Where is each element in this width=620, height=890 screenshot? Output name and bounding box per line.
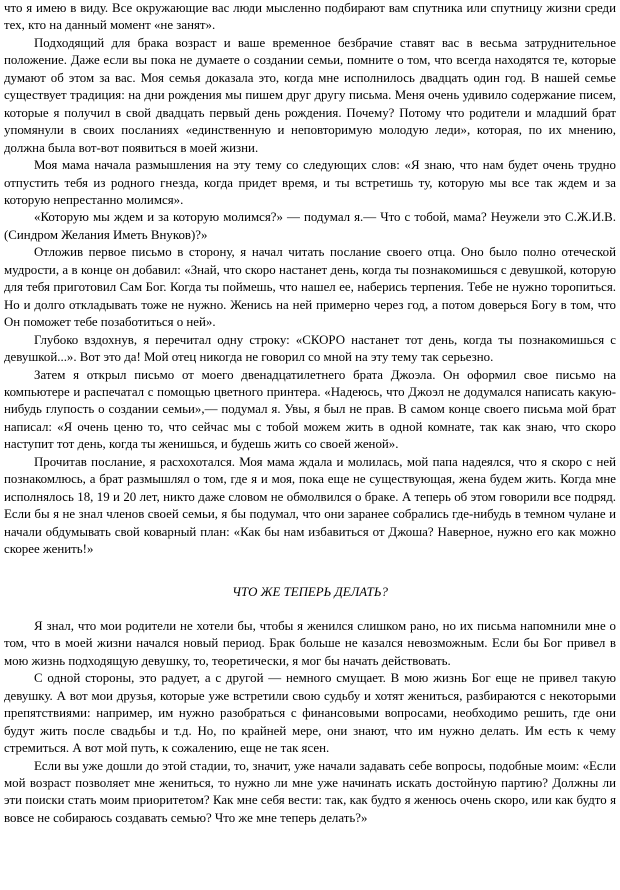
paragraph-8: Прочитав послание, я расхохотался. Моя мама ждала и молилась, мой папа надеялся, что я скоро с ней познакомлюсь, а брат размышлял о том, где я и моя, пока еще не существующая, жена будем жить. Когда мне исполнялось 18, 19 и 20 лет, никто даже словом не обмолвился о браке. А теперь об этом говорили все подряд. Если бы я не знал членов своей семьи, я бы подумал, что они заранее собрались где-нибудь в темном чулане и начали обдумывать свой коварный план: «Как бы нам избавиться от Джоша? Наверное, нужно его как можно скорее женить!» xyxy=(4,454,616,557)
paragraph-5: Отложив первое письмо в сторону, я начал читать послание своего отца. Оно было полно отеческой мудрости, а в конце он добавил: «Знай, что скоро настанет день, когда ты познакомишься с девушкой, которую для тебя приготовил Сам Бог. Когда ты поймешь, что нашел ее, наберись терпения. Тебе не нужно торопиться. Но и долго откладывать тоже не нужно. Женись на ней примерно через год, а потом доверься Богу в том, что Он поможет тебе позаботиться о ней». xyxy=(4,245,616,330)
paragraph-6: Глубоко вздохнув, я перечитал одну строку: «СКОРО настанет тот день, когда ты познакомишься с девушкой...». Вот это да! Мой отец никогда не говорил со мной на эту тему так серьезно. xyxy=(4,332,616,365)
paragraph-7: Затем я открыл письмо от моего двенадцатилетнего брата Джоэла. Он оформил свое письмо на компьютере и распечатал с помощью цветного принтера. «Надеюсь, что Джоэл не додумался написать какую-нибудь глупость о создании семьи»,— подумал я. Увы, я был не прав. В самом конце своего письма мой брат написал: «Я очень ценю то, что сейчас мы с тобой можем жить в одной комнате, так как знаю, что скоро наступит тот день, когда ты женишься, и будешь жить со своей женой». xyxy=(4,367,616,452)
paragraph-4: «Которую мы ждем и за которую молимся?» — подумал я.— Что с тобой, мама? Неужели это С.Ж.И.В. (Синдром Желания Иметь Внуков)?» xyxy=(4,210,616,242)
paragraph-1: что я имею в виду. Все окружающие вас люди мысленно подбирают вам спутника или спутницу жизни среди тех, кто на данный момент «не занят». xyxy=(4,1,616,33)
paragraph-11: Если вы уже дошли до этой стадии, то, значит, уже начали задавать себе вопросы, подобные моим: «Если мой возраст позволяет мне жениться, то нужно ли мне уже начинать искать достойную партию? Должны ли эти поиски стать моим приоритетом? Как мне себя вести: так, как будто я женюсь очень скоро, или как будто я вовсе не собираюсь создавать семью? Что же мне теперь делать?» xyxy=(4,758,616,825)
section-heading: ЧТО ЖЕ ТЕПЕРЬ ДЕЛАТЬ? xyxy=(232,584,388,599)
paragraph-9: Я знал, что мои родители не хотели бы, чтобы я женился слишком рано, но их письма напомнили мне о том, что в моей жизни начался новый период. Брак больше не казался невозможным. Если бы Бог привел в мою жизнь подходящую девушку, то, теоретически, я мог бы начать действовать. xyxy=(4,618,616,668)
paragraph-10: С одной стороны, это радует, а с другой — немного смущает. В мою жизнь Бог еще не привел такую девушку. А вот мои друзья, которые уже встретили свою судьбу и хотят жениться, разбираются с некоторыми препятствиями: например, им нужно разобраться с финансовыми вопросами, необходимо решить, где они будут жить после свадьбы и т.д. Но, по крайней мере, они знают, что им нужно делать. Им есть к чему стремиться. А вот мой путь, к сожалению, еще не так ясен. xyxy=(4,671,616,756)
paragraph-3: Моя мама начала размышления на эту тему со следующих слов: «Я знаю, что нам будет очень трудно отпустить тебя из родного гнезда, когда придет время, и ты встретишь ту, которую мы все так ждем и за которую непрестанно молимся». xyxy=(4,158,616,207)
paragraph-2: Подходящий для брака возраст и ваше временное безбрачие ставят вас в весьма затруднительное положение. Даже если вы пока не думаете о создании семьи, помните о том, что всегда находятся те, которые думают об этом за вас. Моя семья доказала это, когда мне исполнилось двадцать один год. В нашей семье существует традиция: на дни рождения мы пишем друг другу письма. Меня очень удивило содержание писем, которые я получил в свой двадцать первый день рождения. Почему? Потому что родители и младший брат упомянули в своих посланиях «единственную и неповторимую молодую леди», которая, по их мнению, должна была вот-вот появиться в моей жизни. xyxy=(4,35,616,155)
